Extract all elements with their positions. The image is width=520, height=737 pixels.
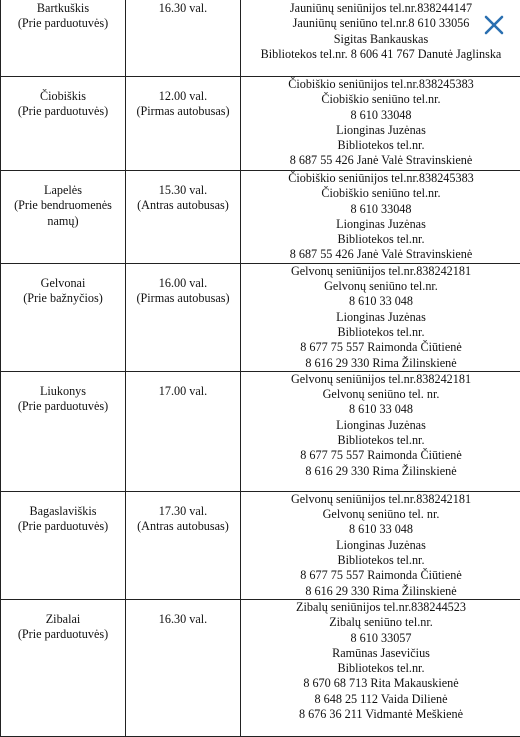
table-row bbox=[1, 491, 520, 599]
contacts-line: Zibalų seniūnijos tel.nr.838244523 bbox=[241, 600, 520, 615]
contacts-line: Sigitas Bankauskas bbox=[241, 32, 520, 47]
contacts-cell bbox=[241, 171, 520, 264]
place-cell bbox=[1, 263, 126, 371]
contacts-line: Gelvonų seniūnijos tel.nr.838242181 bbox=[241, 372, 520, 387]
time-line: 15.30 val. bbox=[126, 183, 240, 198]
contacts-cell bbox=[241, 371, 520, 491]
place-line: Lapelės bbox=[1, 183, 125, 198]
place-line: (Prie parduotuvės) bbox=[1, 399, 125, 414]
contacts-line: Lionginas Juzėnas bbox=[241, 538, 520, 553]
place-line: Čiobiškis bbox=[1, 89, 125, 104]
contacts-line: Lionginas Juzėnas bbox=[241, 123, 520, 138]
table-row bbox=[1, 77, 520, 171]
contacts-line: Bibliotekos tel.nr. bbox=[241, 433, 520, 448]
time-line: 12.00 val. bbox=[126, 89, 240, 104]
time-line: (Antras autobusas) bbox=[126, 198, 240, 213]
time-line: (Antras autobusas) bbox=[126, 519, 240, 534]
time-line: 17.00 val. bbox=[126, 384, 240, 399]
table-row bbox=[1, 0, 520, 77]
place-cell bbox=[1, 77, 126, 171]
place-cell bbox=[1, 491, 126, 599]
time-cell bbox=[126, 0, 241, 77]
time-line: (Pirmas autobusas) bbox=[126, 104, 240, 119]
contacts-line: 8 610 33057 bbox=[241, 631, 520, 646]
contacts-line: Zibalų seniūno tel.nr. bbox=[241, 615, 520, 630]
table-row bbox=[1, 599, 520, 736]
contacts-line: Lionginas Juzėnas bbox=[241, 418, 520, 433]
place-line: Zibalai bbox=[1, 612, 125, 627]
place-cell bbox=[1, 371, 126, 491]
table-row bbox=[1, 371, 520, 491]
time-cell bbox=[126, 599, 241, 736]
place-line: Liukonys bbox=[1, 384, 125, 399]
contacts-line: Bibliotekos tel.nr. bbox=[241, 138, 520, 153]
time-cell bbox=[126, 371, 241, 491]
contacts-line: Lionginas Juzėnas bbox=[241, 310, 520, 325]
contacts-line: 8 610 33048 bbox=[241, 202, 520, 217]
contacts-line: Lionginas Juzėnas bbox=[241, 217, 520, 232]
contacts-line: Bibliotekos tel.nr. bbox=[241, 661, 520, 676]
contacts-line: 8 677 75 557 Raimonda Čiūtienė bbox=[241, 448, 520, 463]
contacts-line: Jauniūnų seniūnijos tel.nr.838244147 bbox=[241, 1, 520, 16]
contacts-line: 8 648 25 112 Vaida Dilienė bbox=[241, 692, 520, 707]
contacts-line: Gelvonų seniūnijos tel.nr.838242181 bbox=[241, 264, 520, 279]
contacts-line: 8 677 75 557 Raimonda Čiūtienė bbox=[241, 340, 520, 355]
schedule-table-body bbox=[1, 0, 520, 736]
contacts-line: 8 610 33048 bbox=[241, 108, 520, 123]
contacts-line: 8 677 75 557 Raimonda Čiūtienė bbox=[241, 568, 520, 583]
place-line: (Prie parduotuvės) bbox=[1, 519, 125, 534]
contacts-cell bbox=[241, 599, 520, 736]
contacts-line: 8 687 55 426 Janė Valė Stravinskienė bbox=[241, 153, 520, 168]
contacts-line: Čiobiškio seniūno tel.nr. bbox=[241, 92, 520, 107]
time-line: 16.00 val. bbox=[126, 276, 240, 291]
contacts-line: 8 616 29 330 Rima Žilinskienė bbox=[241, 356, 520, 371]
place-line: (Prie parduotuvės) bbox=[1, 627, 125, 642]
contacts-line: 8 610 33 048 bbox=[241, 522, 520, 537]
place-line: (Prie parduotuvės) bbox=[1, 16, 125, 31]
contacts-line: 8 616 29 330 Rima Žilinskienė bbox=[241, 464, 520, 479]
contacts-line: Bibliotekos tel.nr. bbox=[241, 553, 520, 568]
place-cell bbox=[1, 0, 126, 77]
contacts-line: Bibliotekos tel.nr. bbox=[241, 232, 520, 247]
contacts-line: Ramūnas Jasevičius bbox=[241, 646, 520, 661]
contacts-line: Bibliotekos tel.nr. 8 606 41 767 Danutė Jaglinska bbox=[241, 47, 520, 62]
place-line: (Prie bažnyčios) bbox=[1, 291, 125, 306]
contacts-cell bbox=[241, 0, 520, 77]
place-line: Gelvonai bbox=[1, 276, 125, 291]
close-icon[interactable] bbox=[482, 13, 506, 37]
time-cell bbox=[126, 491, 241, 599]
table-row bbox=[1, 263, 520, 371]
contacts-line: 8 616 29 330 Rima Žilinskienė bbox=[241, 584, 520, 599]
contacts-line: Gelvonų seniūno tel. nr. bbox=[241, 387, 520, 402]
contacts-line: Gelvonų seniūno tel.nr. bbox=[241, 279, 520, 294]
place-line: Bartkuškis bbox=[1, 1, 125, 16]
contacts-cell bbox=[241, 77, 520, 171]
contacts-line: Bibliotekos tel.nr. bbox=[241, 325, 520, 340]
contacts-line: 8 676 36 211 Vidmantė Meškienė bbox=[241, 707, 520, 722]
time-cell bbox=[126, 171, 241, 264]
contacts-line: Gelvonų seniūnijos tel.nr.838242181 bbox=[241, 492, 520, 507]
contacts-line: 8 687 55 426 Janė Valė Stravinskienė bbox=[241, 247, 520, 262]
time-cell bbox=[126, 263, 241, 371]
contacts-line: Gelvonų seniūno tel. nr. bbox=[241, 507, 520, 522]
place-cell bbox=[1, 171, 126, 264]
contacts-line: Jauniūnų seniūno tel.nr.8 610 33056 bbox=[241, 16, 520, 31]
contacts-line: Čiobiškio seniūno tel.nr. bbox=[241, 186, 520, 201]
contacts-line: 8 610 33 048 bbox=[241, 402, 520, 417]
time-cell bbox=[126, 77, 241, 171]
contacts-line: Čiobiškio seniūnijos tel.nr.838245383 bbox=[241, 77, 520, 92]
contacts-line: Čiobiškio seniūnijos tel.nr.838245383 bbox=[241, 171, 520, 186]
place-line: Bagaslaviškis bbox=[1, 504, 125, 519]
place-line: (Prie bendruomenės bbox=[1, 198, 125, 213]
contacts-cell bbox=[241, 491, 520, 599]
contacts-line: 8 610 33 048 bbox=[241, 294, 520, 309]
time-line: 16.30 val. bbox=[126, 1, 240, 16]
contacts-cell bbox=[241, 263, 520, 371]
time-line: (Pirmas autobusas) bbox=[126, 291, 240, 306]
table-row bbox=[1, 171, 520, 264]
time-line: 17.30 val. bbox=[126, 504, 240, 519]
contacts-line: 8 670 68 713 Rita Makauskienė bbox=[241, 676, 520, 691]
place-line: (Prie parduotuvės) bbox=[1, 104, 125, 119]
time-line: 16.30 val. bbox=[126, 612, 240, 627]
place-cell bbox=[1, 599, 126, 736]
place-line: namų) bbox=[1, 214, 125, 229]
